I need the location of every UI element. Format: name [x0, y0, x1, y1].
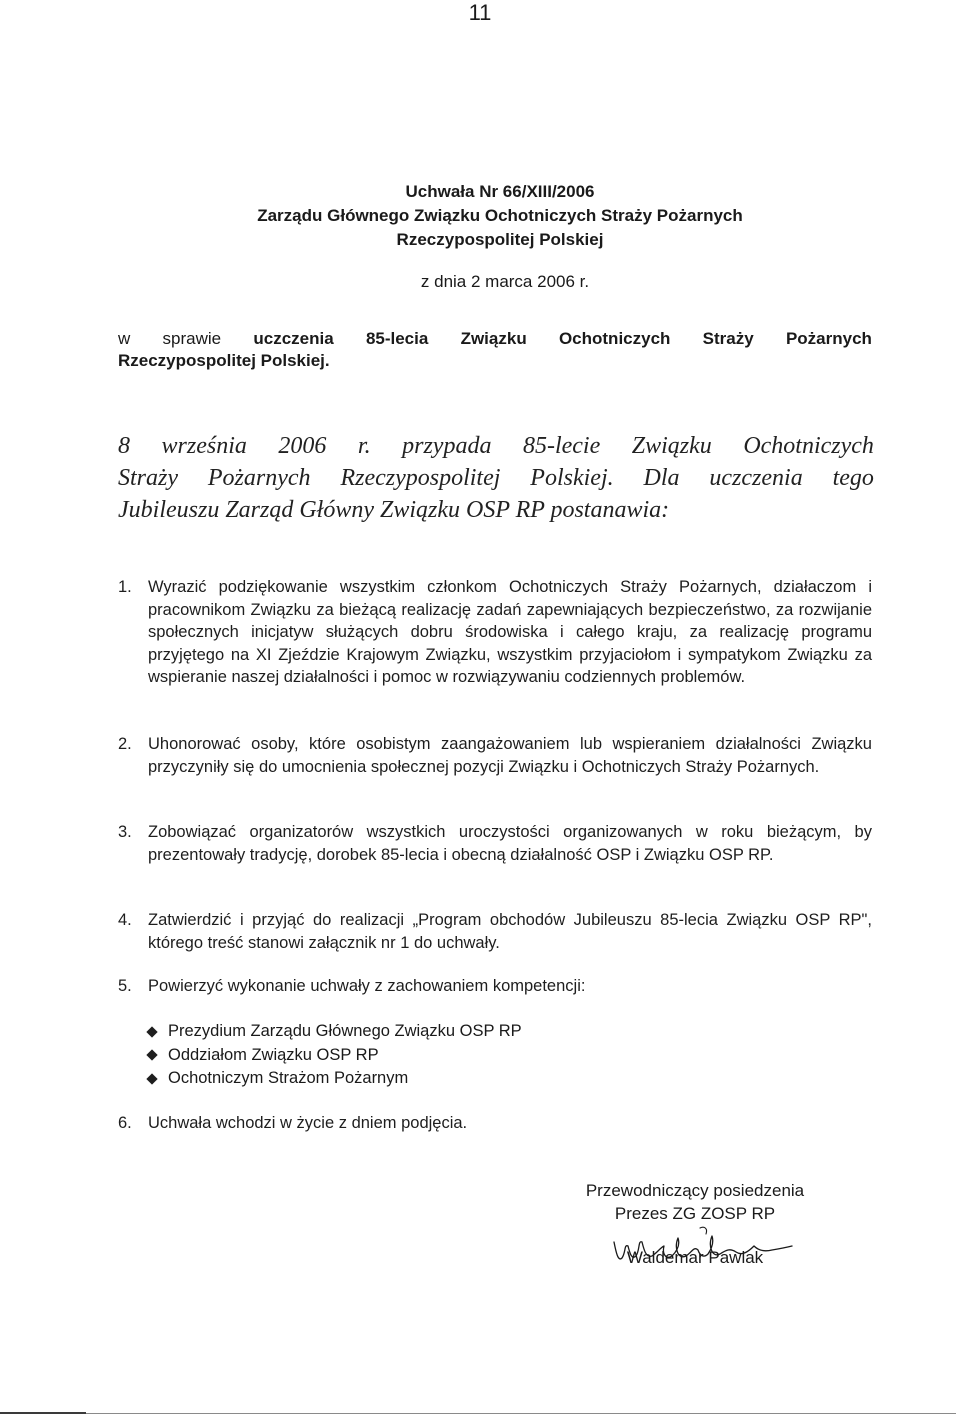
item-text: Powierzyć wykonanie uchwały z zachowaniem kompetencji:: [148, 977, 586, 995]
item-text: Zatwierdzić i przyjąć do realizacji „Program obchodów Jubileuszu 85-lecia Związku OSP RP", którego treść stanowi załącznik nr 1 do uchwały.: [148, 911, 872, 952]
preamble-word: Pożarnych: [207, 465, 311, 491]
resolution-item-6: [118, 1112, 872, 1135]
scan-edge-line: [86, 1413, 956, 1414]
subject-word: w: [118, 329, 131, 348]
item-text: Wyrazić podziękowanie wszystkim członkom Ochotniczych Straży Pożarnych, działaczom i pracownikom Związku za bieżącą realizację zadań zapewniających bezpieczeństwo, za rozwijanie społecznych inicjatyw służących dobru środowiska i całego kraju, za realizację programu przyjętego na XI Zjeździe Krajowym Związku, wszystkim przyjaciołom i sympatykom Związku za wspieranie naszej działalności i pomoc w rozwiązywaniu codziennych problemów.: [148, 578, 872, 687]
preamble-line-2: [118, 462, 874, 494]
resolution-subject: [118, 328, 872, 372]
subject-line-2: Rzeczypospolitej Polskiej.: [118, 351, 330, 370]
preamble-word: 85-lecie: [522, 433, 601, 459]
issuing-body-country: Rzeczypospolitej Polskiej: [396, 230, 604, 249]
resolution-item-4: [118, 909, 872, 954]
resolution-number: Uchwała Nr 66/XIII/2006: [405, 182, 595, 201]
subject-word: sprawie: [162, 329, 222, 348]
item-number: 2.: [118, 735, 132, 753]
diamond-bullet-icon: [146, 1073, 157, 1084]
subject-word: Ochotniczych: [558, 329, 671, 348]
item-number: 4.: [118, 911, 132, 929]
item-text: Uchwała wchodzi w życie z dniem podjęcia.: [148, 1114, 468, 1132]
signatory-title: Prezes ZG ZOSP RP: [614, 1203, 776, 1223]
diamond-bullet-icon: [146, 1050, 157, 1061]
preamble-word: tego: [832, 465, 874, 491]
preamble-word: 8: [118, 433, 130, 459]
subject-word: Straży: [702, 329, 754, 348]
preamble-word: września: [161, 433, 247, 459]
preamble-line-1: [118, 430, 874, 462]
list-item: [146, 1067, 522, 1091]
handwritten-signature: [608, 1222, 808, 1268]
item-number: 1.: [118, 578, 132, 596]
preamble-word: przypada: [402, 433, 492, 459]
preamble-line-3: Jubileuszu Zarząd Główny Związku OSP RP postanawia:: [118, 497, 670, 523]
responsible-bodies-list: [146, 1020, 522, 1091]
resolution-item-3: [118, 821, 872, 866]
resolution-item-1: [118, 576, 872, 689]
preamble-word: Straży: [118, 465, 178, 491]
list-item-text: Prezydium Zarządu Głównego Związku OSP RP: [168, 1022, 522, 1040]
diamond-bullet-icon: [146, 1026, 157, 1037]
resolution-item-2: [118, 733, 872, 778]
preamble-word: Związku: [631, 433, 712, 459]
scan-edge-line: [0, 1412, 86, 1414]
preamble-word: Polskiej.: [530, 465, 614, 491]
preamble-word: Dla: [643, 465, 680, 491]
resolution-header: [0, 180, 960, 252]
preamble-word: Ochotniczych: [743, 433, 874, 459]
list-item: [146, 1020, 522, 1044]
list-item-text: Oddziałom Związku OSP RP: [168, 1045, 379, 1064]
page-number: 11: [468, 0, 492, 25]
subject-line-1: [118, 328, 872, 350]
subject-word: Związku: [460, 329, 527, 348]
preamble-word: 2006: [278, 433, 327, 459]
preamble-word: r.: [357, 433, 371, 459]
item-text: Uhonorować osoby, które osobistym zaangażowaniem lub wspieraniem działalności Związku przyczyniły się do umocnienia społecznej pozycji Związku i Ochotniczych Straży Pożarnych.: [148, 735, 872, 776]
preamble-word: Rzeczypospolitej: [340, 465, 501, 491]
signatory-role: Przewodniczący posiedzenia: [585, 1181, 805, 1200]
resolution-date: z dnia 2 marca 2006 r.: [420, 272, 590, 291]
preamble-word: uczczenia: [709, 465, 803, 491]
signatory-name: Waldemar Pawlak: [626, 1248, 764, 1267]
item-text: Zobowiązać organizatorów wszystkich uroczystości organizowanych w roku bieżącym, by prezentowały tradycję, dorobek 85-lecia i obecną działalność OSP i Związku OSP RP.: [148, 823, 872, 864]
list-item: [146, 1044, 522, 1068]
item-number: 3.: [118, 823, 132, 841]
resolution-item-5: [118, 975, 872, 998]
issuing-body: Zarządu Głównego Związku Ochotniczych Straży Pożarnych: [257, 206, 743, 225]
subject-word: uczczenia: [253, 329, 334, 348]
subject-word: Pożarnych: [785, 329, 872, 348]
item-number: 6.: [118, 1114, 132, 1132]
subject-word: 85-lecia: [365, 329, 429, 348]
list-item-text: Ochotniczym Strażom Pożarnym: [168, 1069, 409, 1087]
preamble: [118, 430, 874, 526]
item-number: 5.: [118, 977, 132, 995]
